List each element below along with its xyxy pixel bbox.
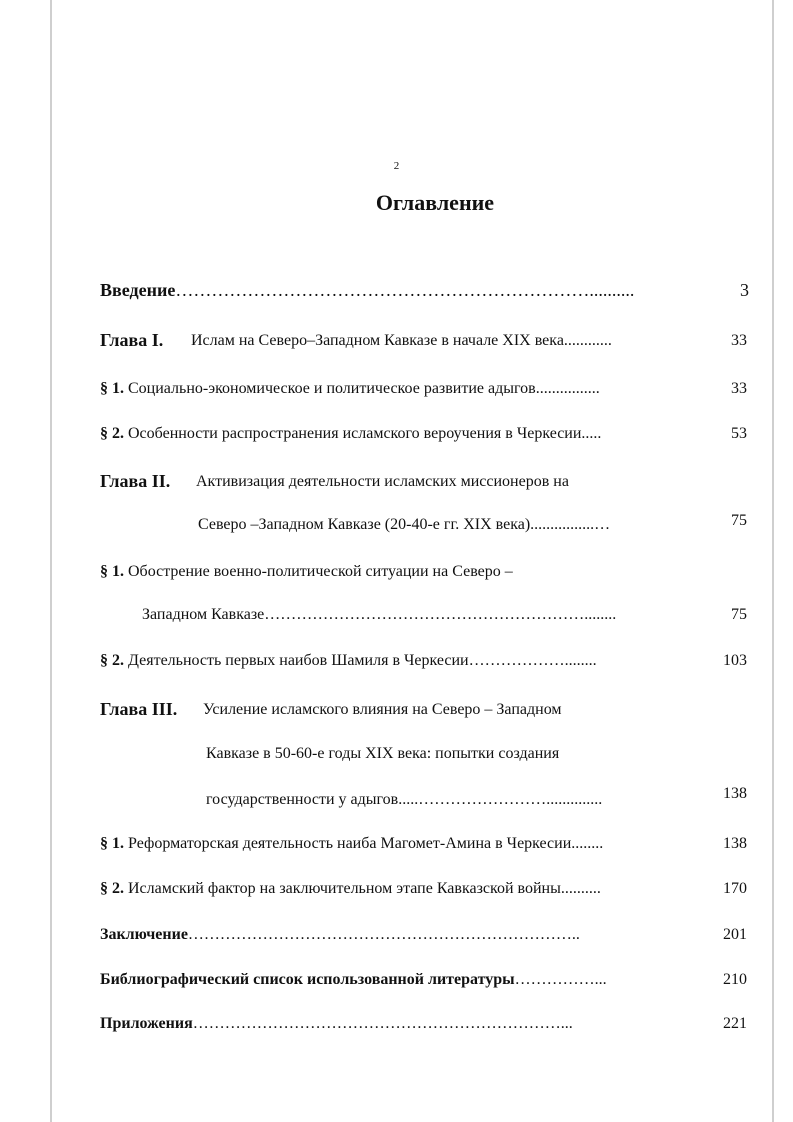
toc-s11-title: Социально-экономическое и политическое развитие адыгов................	[128, 380, 600, 397]
toc-entry-chapter-1[interactable]	[0, 330, 793, 354]
toc-s22-page: 103	[723, 652, 747, 669]
toc-entry-bibliography[interactable]	[0, 971, 793, 995]
toc-s12-page: 53	[731, 425, 747, 442]
toc-s11-page: 33	[731, 380, 747, 397]
toc-entry-section-1-1[interactable]	[0, 380, 793, 404]
toc-intro-dots: ……………………………………………………………..........	[175, 280, 635, 300]
toc-s21-title-line2: Западном Кавказе……………………………………………………........	[142, 606, 617, 623]
toc-ch3-title-line1: Усиление исламского влияния на Северо – Западном	[203, 701, 562, 718]
toc-s32-page: 170	[723, 880, 747, 897]
toc-s22-label: § 2.	[100, 652, 124, 669]
toc-ch2-title-line2: Северо –Западном Кавказе (20-40-е гг. XIX века)................…	[198, 516, 611, 533]
toc-conclusion-dots: ………………………………………………………………..	[187, 926, 580, 943]
toc-bibliography-page: 210	[723, 971, 747, 988]
toc-entry-section-1-2[interactable]	[0, 425, 793, 449]
toc-entry-appendix[interactable]	[0, 1015, 793, 1039]
page-number: 2	[393, 160, 400, 172]
toc-ch2-title-line1: Активизация деятельности исламских миссионеров на	[196, 473, 569, 490]
page-title: Оглавление	[375, 190, 495, 215]
toc-s21-title-line1: Обострение военно-политической ситуации на Северо –	[128, 563, 513, 580]
toc-s21-page: 75	[731, 606, 747, 623]
toc-ch1-page: 33	[731, 332, 747, 349]
toc-ch3-page: 138	[723, 785, 747, 802]
toc-ch3-title-line2: Кавказе в 50-60-е годы XIX века: попытки создания	[206, 745, 560, 762]
toc-bibliography-label: Библиографический список использованной литературы	[100, 971, 515, 988]
toc-s31-title: Реформаторская деятельность наиба Магомет-Амина в Черкесии........	[128, 835, 604, 852]
toc-bibliography-dots: ……………...	[514, 971, 607, 988]
toc-s32-title: Исламский фактор на заключительном этапе Кавказской войны..........	[128, 880, 601, 897]
toc-s21-label: § 1.	[100, 563, 124, 580]
toc-conclusion-label: Заключение	[100, 926, 188, 943]
toc-ch2-page: 75	[731, 512, 747, 529]
toc-entry-section-2-1-cont[interactable]	[0, 606, 793, 630]
toc-intro-page: 3	[740, 280, 749, 300]
toc-entry-section-2-2[interactable]	[0, 652, 793, 676]
toc-intro-label: Введение	[100, 280, 176, 300]
toc-entry-conclusion[interactable]	[0, 926, 793, 950]
toc-ch3-label: Глава III.	[100, 699, 178, 719]
toc-s31-page: 138	[723, 835, 747, 852]
toc-ch1-label: Глава I.	[100, 330, 164, 350]
toc-appendix-page: 221	[723, 1015, 747, 1032]
toc-entry-chapter-3[interactable]	[0, 699, 793, 723]
toc-ch3-title-line3: государственности у адыгов.....……………………..............	[206, 791, 603, 808]
toc-entry-intro[interactable]	[0, 280, 793, 304]
toc-conclusion-page: 201	[723, 926, 747, 943]
toc-s12-title: Особенности распространения исламского вероучения в Черкесии.....	[128, 425, 602, 442]
toc-ch1-title: Ислам на Северо–Западном Кавказе в начале XIX века............	[191, 332, 612, 349]
toc-appendix-label: Приложения	[100, 1015, 193, 1032]
toc-entry-section-2-1[interactable]	[0, 563, 793, 587]
toc-s32-label: § 2.	[100, 880, 124, 897]
toc-s11-label: § 1.	[100, 380, 124, 397]
toc-entry-chapter-2[interactable]	[0, 471, 793, 495]
toc-appendix-dots: ……………………………………………………………...	[192, 1015, 573, 1032]
toc-entry-chapter-3-cont-2[interactable]	[0, 785, 793, 815]
toc-s12-label: § 2.	[100, 425, 124, 442]
toc-s22-title: Деятельность первых наибов Шамиля в Черкесии………………........	[128, 652, 597, 669]
toc-entry-section-3-2[interactable]	[0, 880, 793, 904]
toc-ch2-label: Глава II.	[100, 471, 171, 491]
toc-entry-chapter-2-cont[interactable]	[0, 512, 793, 540]
toc-s31-label: § 1.	[100, 835, 124, 852]
toc-entry-chapter-3-cont-1[interactable]	[0, 745, 793, 769]
toc-entry-section-3-1[interactable]	[0, 835, 793, 859]
